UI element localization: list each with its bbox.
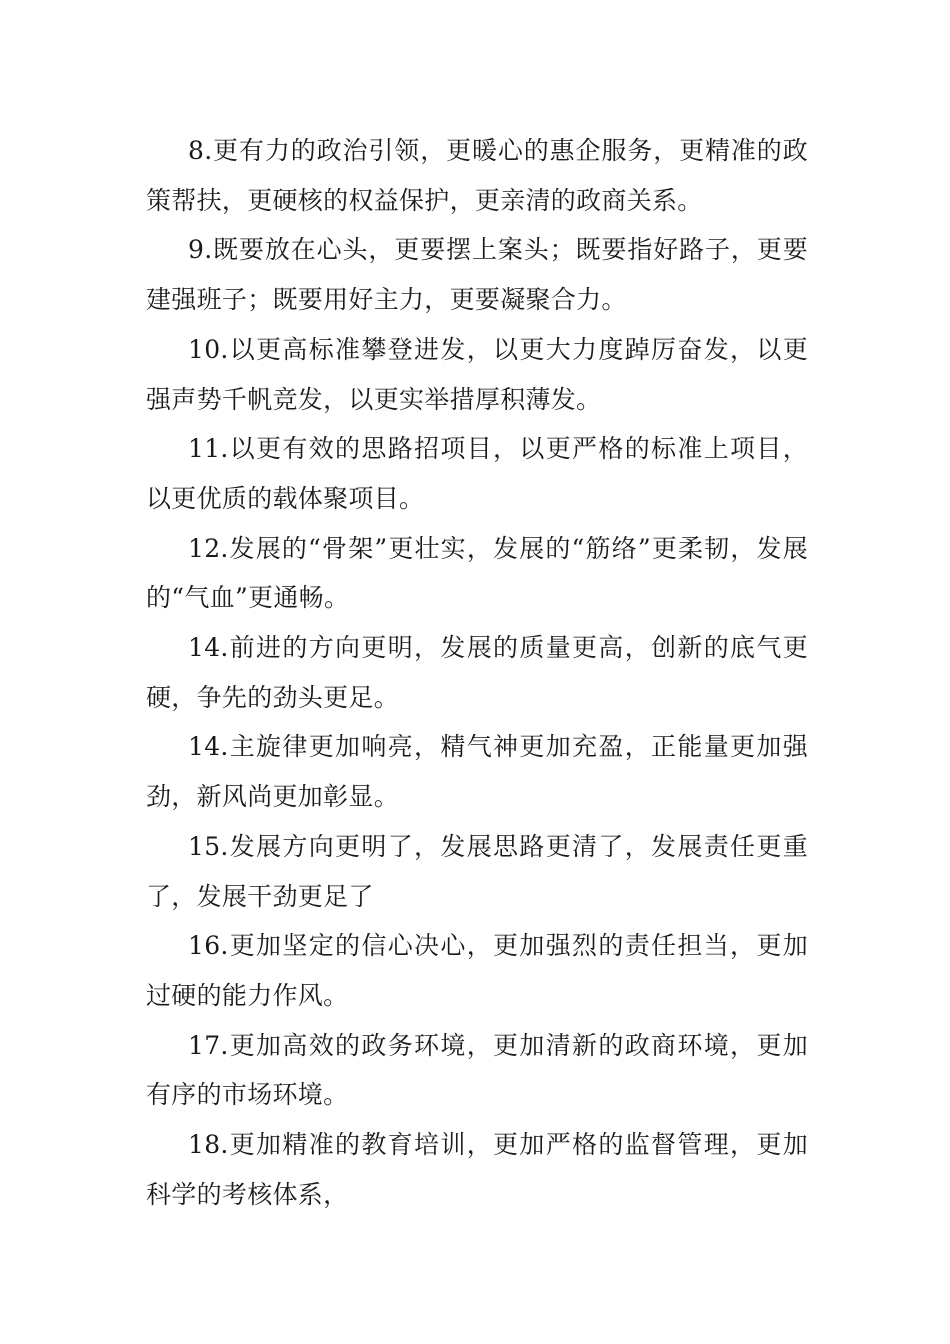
paragraph-17: 17.更加高效的政务环境，更加清新的政商环境，更加有序的市场环境。	[146, 1030, 808, 1110]
paragraph-14b: 14.主旋律更加响亮，精气神更加充盈，正能量更加强劲，新风尚更加彰显。	[146, 732, 808, 812]
paragraph-12: 12.发展的“骨架”更壮实，发展的“筋络”更柔韧，发展的“气血”更通畅。	[146, 533, 808, 613]
paragraph-15: 15.发展方向更明了，发展思路更清了，发展责任更重了，发展干劲更足了	[146, 831, 808, 911]
paragraph-9: 9.既要放在心头，更要摆上案头；既要指好路子，更要建强班子；既要用好主力，更要凝聚合力。	[146, 235, 808, 315]
paragraph-16: 16.更加坚定的信心决心，更加强烈的责任担当，更加过硬的能力作风。	[146, 931, 808, 1010]
document-body	[146, 126, 808, 1219]
paragraph-18: 18.更加精准的教育培训，更加严格的监督管理，更加科学的考核体系，	[146, 1130, 808, 1209]
paragraph-10: 10.以更高标准攀登进发，以更大力度踔厉奋发，以更强声势千帆竞发，以更实举措厚积薄发。	[146, 334, 808, 414]
paragraph-8: 8.更有力的政治引领，更暖心的惠企服务，更精准的政策帮扶，更硬核的权益保护，更亲清的政商关系。	[146, 136, 808, 215]
paragraph-14a: 14.前进的方向更明，发展的质量更高，创新的底气更硬，争先的劲头更足。	[146, 633, 808, 712]
paragraph-11: 11.以更有效的思路招项目，以更严格的标准上项目，以更优质的载体聚项目。	[146, 434, 808, 513]
